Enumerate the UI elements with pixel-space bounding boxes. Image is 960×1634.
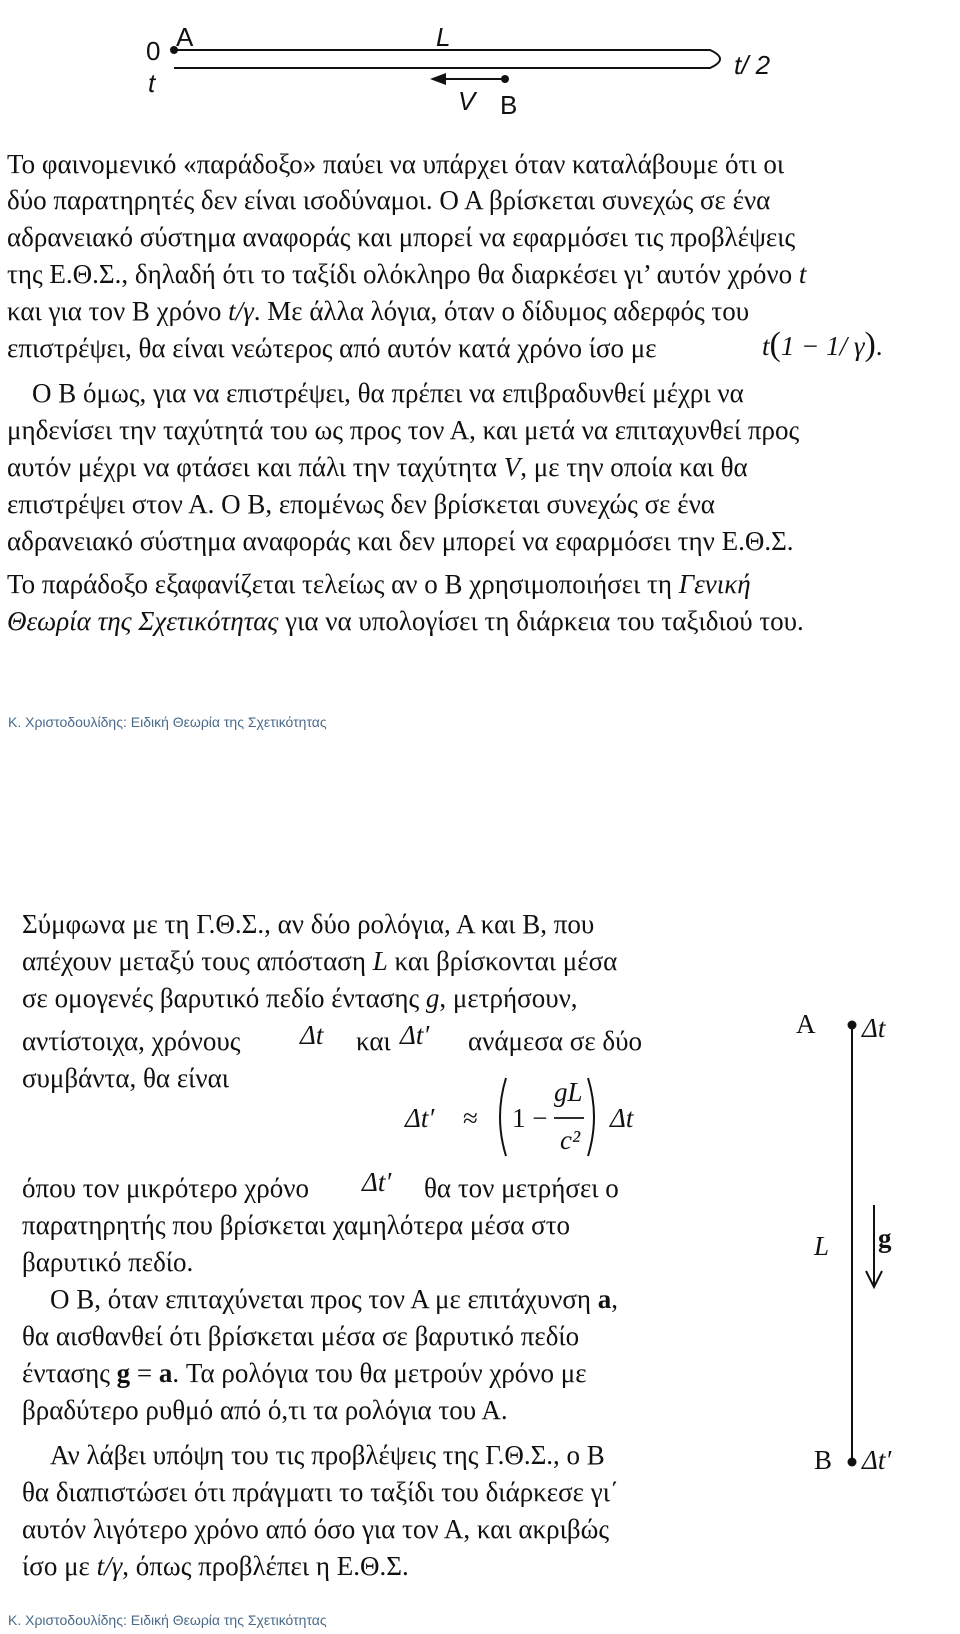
text: και βρίσκονται μέσα (387, 946, 618, 976)
text: . Τα ρολόγια του θα μετρούν χρόνο με (172, 1358, 587, 1388)
diagram-label-t: t (148, 68, 156, 98)
symbol-t: t (798, 259, 807, 289)
paragraph-1-line-2: δύο παρατηρητές δεν είναι ισοδύναμοι. Ο Α βρίσκεται συνεχώς σε ένα (7, 185, 771, 215)
text: έντασης (22, 1358, 110, 1388)
slide-2-line-11 (22, 1355, 587, 1391)
text: απέχουν μεταξύ τους απόσταση (22, 946, 373, 976)
slide-2-line-6-end: θα τον μετρήσει ο (424, 1173, 619, 1203)
text: Το παράδοξο εξαφανίζεται τελείως αν ο Β χρησιμοποιήσει τη (7, 569, 679, 599)
symbol-v: V (503, 452, 521, 482)
general-relativity-text: Γενική (678, 569, 751, 599)
paragraph-3-line-1 (7, 566, 751, 602)
text-and: και (356, 1026, 391, 1056)
paragraph-2-line-4: επιστρέψει στον Α. Ο Β, επομένως δεν βρίσκεται συνεχώς σε ένα (7, 489, 715, 519)
slide-2-line-3 (22, 980, 578, 1016)
formula-period: . (875, 331, 883, 361)
clock-a-dot (848, 1021, 857, 1030)
text: για να υπολογίσει τη διάρκεια του ταξιδιού του. (278, 606, 804, 636)
paragraph-3-line-2 (7, 603, 804, 639)
text: Ο Β, όταν επιταχύνεται προς τον Α με επιτάχυνση (50, 1284, 598, 1314)
diagram-label-t-half: t/ 2 (734, 50, 771, 80)
paragraph-1-line-6 (7, 330, 657, 366)
text: σε ομογενές βαρυτικό πεδίο έντασης (22, 983, 426, 1013)
paragraph-1-line-5 (7, 293, 749, 329)
gravity-label-b: B (814, 1445, 833, 1475)
slide-2-line-12: βραδύτερο ρυθμό από ό,τι τα ρολόγια του Α. (22, 1395, 508, 1425)
clock-b-dot (848, 1458, 857, 1467)
formula-approx: ≈ (463, 1103, 478, 1133)
formula-rhs: Δt (610, 1103, 634, 1133)
symbol-delta-t: Δt (300, 1020, 324, 1050)
symbol-l: L (372, 946, 388, 976)
paragraph-1-line-3: αδρανειακό σύστημα αναφοράς και μπορεί να εφαρμόσει τις προβλέψεις (7, 222, 796, 252)
text: , όπως προβλέπει η Ε.Θ.Σ. (122, 1551, 409, 1581)
formula-inner: 1 − 1/ γ (780, 331, 865, 361)
paragraph-2-line-1: Ο Β όμως, για να επιστρέψει, θα πρέπει να επιβραδυνθεί μέχρι να (32, 378, 744, 408)
symbol-a-vector: a (597, 1284, 612, 1314)
formula-numerator: gL (554, 1077, 583, 1107)
slide-2-line-15: αυτόν λιγότερο χρόνο από όσο για τον Α, και ακριβώς (22, 1514, 610, 1544)
diagram-label-zero: 0 (146, 36, 161, 66)
symbol-t-over-gamma: t/γ (228, 296, 254, 326)
slide-2-line-13: Αν λάβει υπόψη του τις προβλέψεις της Γ.Θ.Σ., ο Β (50, 1440, 605, 1470)
text: . Με άλλα λόγια, όταν ο δίδυμος αδερφός του (253, 296, 750, 326)
slide-2-line-10: θα αισθανθεί ότι βρίσκεται μέσα σε βαρυτικό πεδίο (22, 1321, 580, 1351)
formula-close-paren: ) (864, 326, 876, 363)
text: αντίστοιχα, χρόνους (22, 1026, 241, 1056)
text: , (611, 1284, 619, 1314)
slide-2-line-1: Σύμφωνα με τη Γ.Θ.Σ., αν δύο ρολόγια, Α και Β, που (22, 909, 595, 939)
slide-2-line-14: θα διαπιστώσει ότι πράγματι το ταξίδι του διάρκεσε γι΄ (22, 1477, 619, 1507)
text: , μετρήσουν, (439, 983, 578, 1013)
gravity-field-diagram (830, 1015, 910, 1475)
gravity-label-dt-b: Δt′ (862, 1445, 892, 1475)
formula-open-paren: ( (769, 326, 781, 363)
equals-sign: = (136, 1358, 153, 1388)
twin-paradox-diagram (140, 20, 820, 120)
formula-denominator: c² (560, 1125, 581, 1155)
symbol-delta-t-prime: Δt′ (400, 1020, 430, 1050)
slide-2-line-6: όπου τον μικρότερο χρόνο (22, 1173, 309, 1203)
paragraph-2-line-2: μηδενίσει την ταχύτητά του ως προς τον Α, και μετά να επιταχυνθεί προς (7, 415, 800, 445)
text: και για τον Β χρόνο (7, 296, 229, 326)
slide-2-line-4 (22, 1023, 240, 1059)
text: αυτόν μέχρι να φτάσει και πάλι την ταχύτητα (7, 452, 504, 482)
formula-one-minus: 1 − (512, 1103, 548, 1133)
gravity-label-l: L (814, 1231, 830, 1261)
slide-1-footer: Κ. Χριστοδουλίδης: Ειδική Θεωρία της Σχετικότητας (8, 714, 327, 730)
text: , με την οποία και θα (520, 452, 748, 482)
slide-2-line-8: βαρυτικό πεδίο. (22, 1247, 194, 1277)
symbol-t-over-gamma: t/γ (96, 1551, 123, 1581)
gravity-label-g: g (878, 1223, 892, 1253)
age-difference-formula (762, 327, 883, 364)
slide-2-line-16 (22, 1548, 409, 1584)
symbol-a-vector: a (158, 1358, 173, 1388)
symbol-g: g (425, 983, 440, 1013)
text: επιστρέψει, θα είναι νεώτερος από αυτόν κατά χρόνο ίσο με (7, 333, 657, 363)
slide-2-line-9 (50, 1281, 618, 1317)
formula-t: t (762, 331, 770, 361)
gravity-label-a: A (796, 1009, 816, 1039)
symbol-delta-t-prime: Δt′ (362, 1167, 392, 1197)
paragraph-2-line-3 (7, 449, 748, 485)
slide-2-line-5: συμβάντα, θα είναι (22, 1063, 230, 1093)
paragraph-1-line-1: Το φαινομενικό «παράδοξο» παύει να υπάρχει όταν καταλάβουμε ότι οι (7, 149, 785, 179)
text: ίσο με (22, 1551, 90, 1581)
diagram-label-b: B (500, 90, 518, 120)
general-relativity-text: Θεωρία της Σχετικότητας (7, 606, 279, 636)
paragraph-2-line-5: αδρανειακό σύστημα αναφοράς και δεν μπορεί να εφαρμόσει την Ε.Θ.Σ. (7, 526, 794, 556)
slide-2-line-4-end: ανάμεσα σε δύο (468, 1026, 642, 1056)
slide-2-line-7: παρατηρητής που βρίσκεται χαμηλότερα μέσα στο (22, 1210, 571, 1240)
slide-2-line-2 (22, 943, 617, 979)
slide-2-footer: Κ. Χριστοδουλίδης: Ειδική Θεωρία της Σχετικότητας (8, 1612, 327, 1628)
gravity-label-dt-a: Δt (862, 1013, 886, 1043)
velocity-arrowhead (430, 73, 446, 85)
symbol-g-vector: g (116, 1358, 131, 1388)
diagram-label-l: L (436, 22, 451, 52)
diagram-label-v: V (458, 86, 476, 116)
text: της Ε.Θ.Σ., δηλαδή ότι το ταξίδι ολόκληρο θα διαρκέσει γι’ αυτόν χρόνο (7, 259, 799, 289)
diagram-label-a: A (176, 22, 194, 52)
paragraph-1-line-4 (7, 256, 806, 292)
formula-lhs: Δt′ (405, 1103, 435, 1133)
